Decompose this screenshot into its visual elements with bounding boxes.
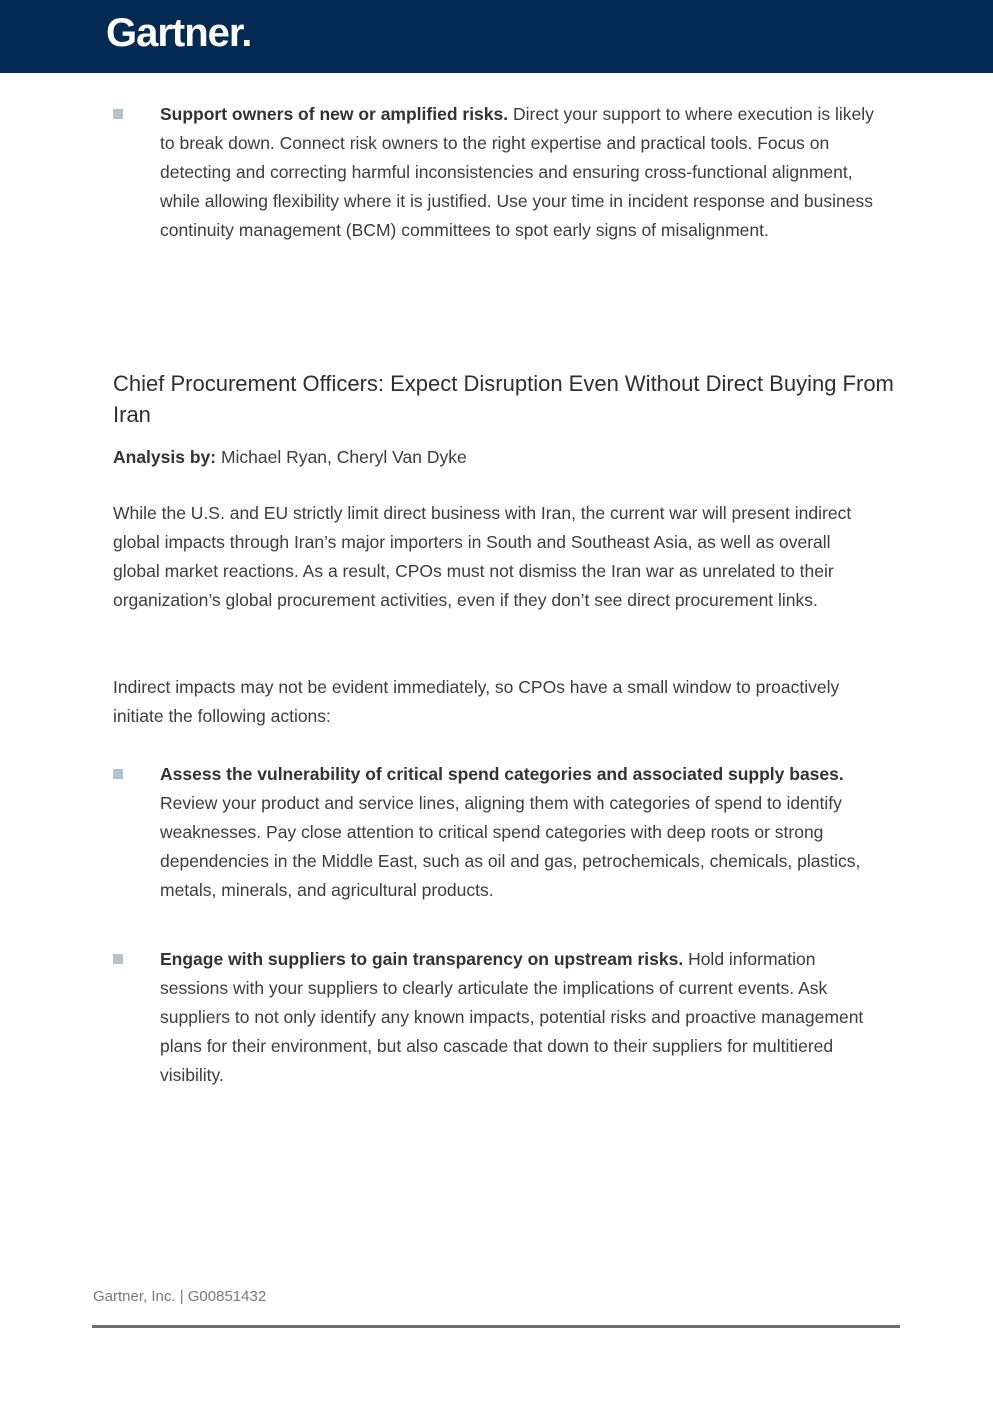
list-item-text <box>160 760 880 905</box>
header-bar <box>0 0 993 73</box>
byline-authors: Michael Ryan, Cheryl Van Dyke <box>216 447 467 467</box>
list-item-text <box>160 945 880 1090</box>
list-item <box>113 945 880 1090</box>
action-bullet-list <box>113 760 880 1090</box>
list-item <box>113 760 880 905</box>
bullet-body-text: Direct your support to where execution is likely to break down. Connect risk owners to the right expertise and practical tools. Focus on detecting and correcting harmful inconsistencies and ensuring cross-functional alignment, while allowing flexibility where it is justified. Use your time in incident response and business continuity management (BCM) committees to spot early signs of misalignment. <box>160 104 874 240</box>
bullet-lead-text: Support owners of new or amplified risks. <box>160 104 509 124</box>
bullet-lead-text: Assess the vulnerability of critical spend categories and associated supply bases. <box>160 764 844 784</box>
bullet-square-icon <box>113 954 123 964</box>
gartner-logo: Gartner. <box>106 11 252 55</box>
bullet-lead-text: Engage with suppliers to gain transparency on upstream risks. <box>160 949 684 969</box>
footer-document-id: Gartner, Inc. | G00851432 <box>93 1288 267 1305</box>
section-title: Chief Procurement Officers: Expect Disruption Even Without Direct Buying From Iran <box>113 371 894 427</box>
bullet-square-icon <box>113 109 123 119</box>
top-bullet-list <box>113 100 880 245</box>
bullet-body-text: Review your product and service lines, aligning them with categories of spend to identify weaknesses. Pay close attention to critical spend categories with deep roots or strong dependencies in the Middle East, such as oil and gas, petrochemicals, chemicals, plastics, metals, minerals, and agricultural products. <box>160 793 861 900</box>
bullet-body-text: Hold information sessions with your suppliers to clearly articulate the implications of current events. Ask suppliers to not only identify any known impacts, potential risks and proactive management plans for their environment, but also cascade that down to their suppliers for multitiered visibility. <box>160 949 864 1085</box>
byline-label: Analysis by: <box>113 447 217 467</box>
paragraph: While the U.S. and EU strictly limit direct business with Iran, the current war will present indirect global impacts through Iran’s major importers in South and Southeast Asia, as well as overall global market reactions. As a result, CPOs must not dismiss the Iran war as unrelated to their organization’s global procurement activities, even if they don’t see direct procurement links. <box>113 503 852 610</box>
list-item <box>113 100 880 245</box>
bullet-square-icon <box>113 769 123 779</box>
paragraph: Indirect impacts may not be evident immediately, so CPOs have a small window to proactively initiate the following actions: <box>113 677 840 726</box>
byline <box>113 443 880 472</box>
list-item-text <box>160 100 880 245</box>
footer-divider <box>92 1325 900 1328</box>
